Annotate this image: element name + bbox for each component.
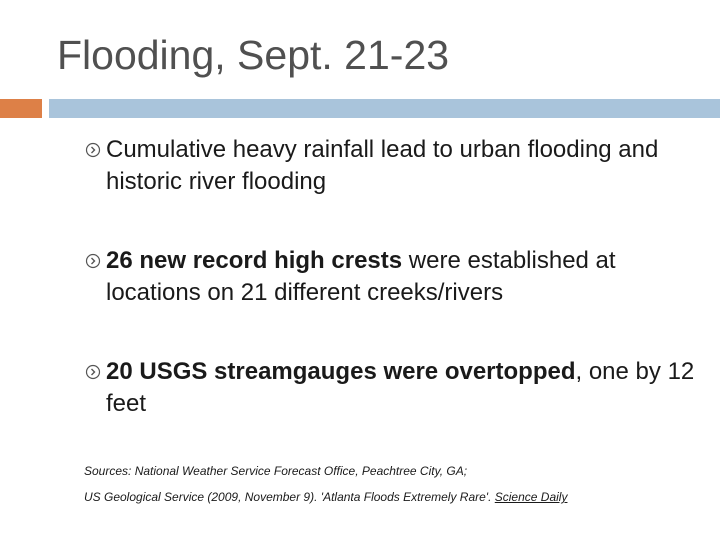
bullet-list <box>88 134 708 420</box>
sources-citation <box>84 458 704 510</box>
title-accent-bar <box>0 99 42 118</box>
circled-arrow-icon <box>85 364 101 380</box>
bullet-item <box>88 356 708 420</box>
sources-line-2 <box>84 484 704 510</box>
slide-title: Flooding, Sept. 21-23 <box>57 32 450 78</box>
bullet-bold-text: 20 USGS streamgauges were overtopped <box>106 358 576 385</box>
bullet-bold-text: 26 new record high crests <box>106 247 403 274</box>
science-daily-link[interactable]: Science Daily <box>494 490 568 504</box>
circled-arrow-icon <box>85 253 101 269</box>
sources-line-1: Sources: National Weather Service Forecast Office, Peachtree City, GA; <box>84 464 468 478</box>
bullet-text: were established at locations on 21 different creeks/rivers <box>106 247 616 306</box>
circled-arrow-icon <box>85 142 101 158</box>
bullet-text: , one by 12 feet <box>106 358 695 417</box>
sources-line-2-text: US Geological Service (2009, November 9). 'Atlanta Floods Extremely Rare'. <box>84 490 495 504</box>
bullet-text: Cumulative heavy rainfall lead to urban flooding and historic river flooding <box>106 136 659 195</box>
bullet-item <box>88 134 708 198</box>
bullet-item <box>88 245 708 309</box>
title-rule-bar <box>49 99 720 118</box>
